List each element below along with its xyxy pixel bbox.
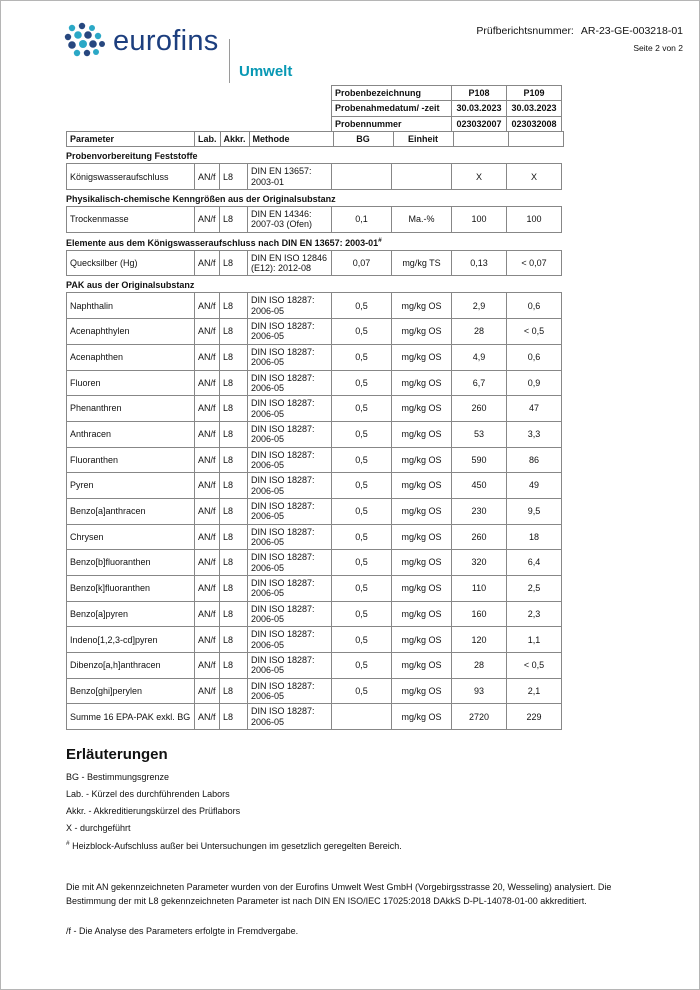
- cell-lab: AN/f: [195, 370, 220, 396]
- cell-bg: 0,1: [332, 207, 392, 233]
- cell-p1: 0,13: [452, 250, 507, 276]
- cell-p1: 110: [452, 576, 507, 602]
- section-title: Physikalisch-chemische Kenngrößen aus der Originalsubstanz: [66, 194, 336, 205]
- report-number-label: Prüfberichtsnummer:: [476, 25, 574, 37]
- table-row: [67, 319, 562, 345]
- cell-lab: AN/f: [195, 601, 220, 627]
- legend-item: # Heizblock-Aufschluss außer bei Untersuchungen im gesetzlich geregelten Bereich.: [66, 840, 402, 852]
- sample-info-table: [331, 85, 562, 132]
- cell-lab: AN/f: [195, 653, 220, 679]
- table-row: [67, 653, 562, 679]
- cell-p108: 023032007: [452, 116, 507, 131]
- footer-note-2: /f - Die Analyse des Parameters erfolgte in Fremdvergabe.: [66, 926, 299, 936]
- cell-bg: 0,5: [332, 627, 392, 653]
- cell-parameter: Dibenzo[a,h]anthracen: [67, 653, 195, 679]
- cell-einheit: mg/kg OS: [392, 653, 452, 679]
- cell-einheit: mg/kg OS: [392, 627, 452, 653]
- cell-p2: 1,1: [507, 627, 562, 653]
- cell-akkr: L8: [220, 653, 248, 679]
- cell-lab: AN/f: [195, 627, 220, 653]
- cell-einheit: mg/kg OS: [392, 524, 452, 550]
- cell-bg: 0,5: [332, 498, 392, 524]
- table-row: [67, 164, 562, 190]
- legend-item: BG - Bestimmungsgrenze: [66, 772, 170, 783]
- table-row: [67, 524, 562, 550]
- cell-akkr: L8: [220, 319, 248, 345]
- cell-p2: < 0,07: [507, 250, 562, 276]
- cell-einheit: [392, 164, 452, 190]
- cell-lab: AN/f: [195, 250, 220, 276]
- cell-methode: DIN ISO 18287: 2006-05: [248, 370, 332, 396]
- cell-methode: DIN ISO 18287: 2006-05: [248, 447, 332, 473]
- cell-lab: AN/f: [195, 447, 220, 473]
- cell-lab: AN/f: [195, 344, 220, 370]
- cell-label: Probennummer: [332, 116, 452, 131]
- cell-methode: DIN ISO 18287: 2006-05: [248, 473, 332, 499]
- cell-p1: 6,7: [452, 370, 507, 396]
- cell-p2: < 0,5: [507, 653, 562, 679]
- cell-parameter: Pyren: [67, 473, 195, 499]
- cell-einheit: mg/kg OS: [392, 704, 452, 730]
- cell-bg: 0,5: [332, 678, 392, 704]
- cell-akkr: L8: [220, 396, 248, 422]
- cell-bg: 0,5: [332, 524, 392, 550]
- cell-akkr: L8: [220, 627, 248, 653]
- col-header-akkr: Akkr.: [220, 132, 249, 147]
- cell-akkr: L8: [220, 421, 248, 447]
- cell-akkr: L8: [220, 550, 248, 576]
- cell-akkr: L8: [220, 473, 248, 499]
- table-row: [67, 627, 562, 653]
- cell-einheit: mg/kg OS: [392, 421, 452, 447]
- cell-lab: AN/f: [195, 473, 220, 499]
- cell-p2: < 0,5: [507, 319, 562, 345]
- legend-title: Erläuterungen: [66, 746, 168, 764]
- cell-methode: DIN ISO 18287: 2006-05: [248, 627, 332, 653]
- cell-parameter: Indeno[1,2,3-cd]pyren: [67, 627, 195, 653]
- cell-p2: 18: [507, 524, 562, 550]
- col-header-empty-1: [453, 132, 508, 147]
- cell-lab: AN/f: [195, 704, 220, 730]
- cell-akkr: L8: [220, 447, 248, 473]
- cell-p2: 2,1: [507, 678, 562, 704]
- cell-p2: 0,6: [507, 344, 562, 370]
- column-header-table: [66, 131, 564, 147]
- cell-lab: AN/f: [195, 319, 220, 345]
- table-row: [67, 421, 562, 447]
- cell-bg: 0,5: [332, 473, 392, 499]
- table-row: [332, 101, 562, 116]
- cell-p2: 6,4: [507, 550, 562, 576]
- col-header-empty-2: [508, 132, 563, 147]
- logo-row: [63, 19, 219, 63]
- cell-parameter: Chrysen: [67, 524, 195, 550]
- cell-methode: DIN ISO 18287: 2006-05: [248, 678, 332, 704]
- cell-p1: 230: [452, 498, 507, 524]
- cell-lab: AN/f: [195, 207, 220, 233]
- cell-parameter: Benzo[k]fluoranthen: [67, 576, 195, 602]
- cell-methode: DIN ISO 18287: 2006-05: [248, 524, 332, 550]
- cell-p1: 320: [452, 550, 507, 576]
- table-row: [67, 207, 562, 233]
- cell-p2: 9,5: [507, 498, 562, 524]
- cell-parameter: Benzo[ghi]perylen: [67, 678, 195, 704]
- cell-einheit: mg/kg OS: [392, 447, 452, 473]
- cell-bg: 0,5: [332, 653, 392, 679]
- cell-methode: DIN EN ISO 12846 (E12): 2012-08: [248, 250, 332, 276]
- cell-parameter: Benzo[a]pyren: [67, 601, 195, 627]
- cell-lab: AN/f: [195, 550, 220, 576]
- report-number-line: [476, 25, 683, 37]
- table-row: [67, 678, 562, 704]
- cell-einheit: mg/kg OS: [392, 498, 452, 524]
- cell-akkr: L8: [220, 576, 248, 602]
- cell-lab: AN/f: [195, 293, 220, 319]
- cell-methode: DIN ISO 18287: 2006-05: [248, 704, 332, 730]
- cell-akkr: L8: [220, 498, 248, 524]
- table-row: [67, 550, 562, 576]
- cell-p108: P108: [452, 86, 507, 101]
- cell-bg: 0,5: [332, 370, 392, 396]
- cell-p1: X: [452, 164, 507, 190]
- cell-p2: 229: [507, 704, 562, 730]
- cell-lab: AN/f: [195, 576, 220, 602]
- cell-p2: 49: [507, 473, 562, 499]
- cell-p1: 450: [452, 473, 507, 499]
- cell-akkr: L8: [220, 524, 248, 550]
- cell-p2: 47: [507, 396, 562, 422]
- cell-p1: 28: [452, 653, 507, 679]
- table-row: [67, 250, 562, 276]
- cell-parameter: Summe 16 EPA-PAK exkl. BG: [67, 704, 195, 730]
- cell-einheit: mg/kg OS: [392, 293, 452, 319]
- col-header-parameter: Parameter: [67, 132, 195, 147]
- cell-bg: [332, 704, 392, 730]
- cell-p2: 100: [507, 207, 562, 233]
- cell-bg: 0,5: [332, 601, 392, 627]
- cell-p1: 2720: [452, 704, 507, 730]
- cell-einheit: mg/kg OS: [392, 344, 452, 370]
- cell-p109: 023032008: [507, 116, 562, 131]
- legend-item: Lab. - Kürzel des durchführenden Labors: [66, 789, 230, 800]
- cell-einheit: mg/kg OS: [392, 319, 452, 345]
- cell-methode: DIN ISO 18287: 2006-05: [248, 576, 332, 602]
- section-table: [66, 206, 562, 233]
- cell-parameter: Trockenmasse: [67, 207, 195, 233]
- cell-parameter: Königswasseraufschluss: [67, 164, 195, 190]
- cell-p109: P109: [507, 86, 562, 101]
- cell-lab: AN/f: [195, 678, 220, 704]
- section-title: Elemente aus dem Königswasseraufschluss nach DIN EN 13657: 2003-01#: [66, 236, 382, 248]
- cell-p1: 260: [452, 524, 507, 550]
- col-header-bg: BG: [333, 132, 393, 147]
- report-meta: [476, 25, 683, 53]
- cell-bg: 0,5: [332, 344, 392, 370]
- cell-p1: 590: [452, 447, 507, 473]
- cell-parameter: Acenaphthylen: [67, 319, 195, 345]
- cell-p2: 0,9: [507, 370, 562, 396]
- cell-methode: DIN ISO 18287: 2006-05: [248, 653, 332, 679]
- table-row: [67, 132, 564, 147]
- col-header-lab: Lab.: [195, 132, 221, 147]
- table-row: [67, 576, 562, 602]
- cell-p1: 4,9: [452, 344, 507, 370]
- cell-methode: DIN ISO 18287: 2006-05: [248, 319, 332, 345]
- footer-note-1: Die mit AN gekennzeichneten Parameter wurden von der Eurofins Umwelt West GmbH (Vorgebirgsstrasse 20, Wesseling) analysiert. Die Bestimmung der mit L8 gekennzeichneten Parameter ist nach DIN EN ISO/IEC 17025:2018 DAkkS D-PL-14078-01-00 akkreditiert.: [66, 882, 612, 907]
- cell-p1: 2,9: [452, 293, 507, 319]
- table-row: [67, 344, 562, 370]
- eurofins-logo: [63, 19, 293, 80]
- cell-p2: 86: [507, 447, 562, 473]
- cell-akkr: L8: [220, 207, 248, 233]
- table-row: [67, 473, 562, 499]
- section-table: [66, 292, 562, 730]
- cell-parameter: Phenanthren: [67, 396, 195, 422]
- section-table: [66, 250, 562, 277]
- table-row: [67, 601, 562, 627]
- cell-p2: 2,5: [507, 576, 562, 602]
- eurofins-dots-icon: [63, 21, 107, 61]
- cell-einheit: mg/kg TS: [392, 250, 452, 276]
- table-row: [67, 396, 562, 422]
- cell-einheit: mg/kg OS: [392, 550, 452, 576]
- cell-lab: AN/f: [195, 421, 220, 447]
- section-title: PAK aus der Originalsubstanz: [66, 280, 195, 291]
- cell-akkr: L8: [220, 293, 248, 319]
- cell-bg: 0,5: [332, 319, 392, 345]
- legend-item: X - durchgeführt: [66, 823, 131, 834]
- cell-akkr: L8: [220, 704, 248, 730]
- table-row: [67, 293, 562, 319]
- cell-p2: 0,6: [507, 293, 562, 319]
- analysis-sections: [66, 147, 629, 730]
- cell-parameter: Naphthalin: [67, 293, 195, 319]
- cell-bg: 0,5: [332, 396, 392, 422]
- cell-lab: AN/f: [195, 524, 220, 550]
- cell-einheit: mg/kg OS: [392, 396, 452, 422]
- col-header-methode: Methode: [249, 132, 333, 147]
- table-row: [332, 86, 562, 101]
- cell-parameter: Benzo[a]anthracen: [67, 498, 195, 524]
- cell-methode: DIN ISO 18287: 2006-05: [248, 421, 332, 447]
- section-table: [66, 163, 562, 190]
- table-row: [67, 370, 562, 396]
- cell-methode: DIN ISO 18287: 2006-05: [248, 498, 332, 524]
- cell-einheit: mg/kg OS: [392, 678, 452, 704]
- cell-akkr: L8: [220, 344, 248, 370]
- cell-lab: AN/f: [195, 498, 220, 524]
- cell-methode: DIN EN 14346: 2007-03 (Ofen): [248, 207, 332, 233]
- table-row: [332, 116, 562, 131]
- table-row: [67, 447, 562, 473]
- cell-akkr: L8: [220, 370, 248, 396]
- cell-akkr: L8: [220, 678, 248, 704]
- cell-methode: DIN ISO 18287: 2006-05: [248, 293, 332, 319]
- cell-bg: 0,5: [332, 293, 392, 319]
- section-title: Probenvorbereitung Feststoffe: [66, 151, 198, 162]
- page-indicator: Seite 2 von 2: [633, 43, 683, 53]
- col-header-einheit: Einheit: [393, 132, 453, 147]
- cell-bg: 0,5: [332, 576, 392, 602]
- cell-p2: 3,3: [507, 421, 562, 447]
- cell-label: Probenbezeichnung: [332, 86, 452, 101]
- cell-p2: X: [507, 164, 562, 190]
- cell-label: Probenahmedatum/ -zeit: [332, 101, 452, 116]
- cell-lab: AN/f: [195, 164, 220, 190]
- cell-bg: 0,5: [332, 447, 392, 473]
- cell-einheit: mg/kg OS: [392, 601, 452, 627]
- cell-einheit: mg/kg OS: [392, 576, 452, 602]
- legend-items: [66, 772, 629, 851]
- cell-einheit: mg/kg OS: [392, 370, 452, 396]
- cell-bg: 0,5: [332, 421, 392, 447]
- report-number-value: AR-23-GE-003218-01: [580, 25, 683, 37]
- cell-einheit: mg/kg OS: [392, 473, 452, 499]
- cell-parameter: Acenaphthen: [67, 344, 195, 370]
- cell-p109: 30.03.2023: [507, 101, 562, 116]
- table-row: [67, 704, 562, 730]
- cell-akkr: L8: [220, 164, 248, 190]
- cell-p1: 120: [452, 627, 507, 653]
- cell-methode: DIN EN 13657: 2003-01: [248, 164, 332, 190]
- cell-p1: 53: [452, 421, 507, 447]
- cell-lab: AN/f: [195, 396, 220, 422]
- report-body: [1, 85, 699, 939]
- cell-methode: DIN ISO 18287: 2006-05: [248, 396, 332, 422]
- logo-divider: [229, 39, 230, 83]
- cell-parameter: Fluoranthen: [67, 447, 195, 473]
- report-header: [1, 1, 699, 85]
- cell-p2: 2,3: [507, 601, 562, 627]
- cell-akkr: L8: [220, 601, 248, 627]
- cell-p1: 28: [452, 319, 507, 345]
- cell-p1: 100: [452, 207, 507, 233]
- cell-parameter: Fluoren: [67, 370, 195, 396]
- cell-methode: DIN ISO 18287: 2006-05: [248, 344, 332, 370]
- division-label: Umwelt: [239, 63, 293, 80]
- cell-bg: [332, 164, 392, 190]
- cell-p108: 30.03.2023: [452, 101, 507, 116]
- cell-methode: DIN ISO 18287: 2006-05: [248, 550, 332, 576]
- cell-p1: 93: [452, 678, 507, 704]
- cell-bg: 0,07: [332, 250, 392, 276]
- cell-parameter: Benzo[b]fluoranthen: [67, 550, 195, 576]
- cell-bg: 0,5: [332, 550, 392, 576]
- cell-akkr: L8: [220, 250, 248, 276]
- cell-parameter: Quecksilber (Hg): [67, 250, 195, 276]
- cell-einheit: Ma.-%: [392, 207, 452, 233]
- brand-wordmark: eurofins: [113, 24, 219, 57]
- legend-item: Akkr. - Akkreditierungskürzel des Prüflabors: [66, 806, 241, 817]
- cell-methode: DIN ISO 18287: 2006-05: [248, 601, 332, 627]
- cell-parameter: Anthracen: [67, 421, 195, 447]
- cell-p1: 160: [452, 601, 507, 627]
- cell-p1: 260: [452, 396, 507, 422]
- table-row: [67, 498, 562, 524]
